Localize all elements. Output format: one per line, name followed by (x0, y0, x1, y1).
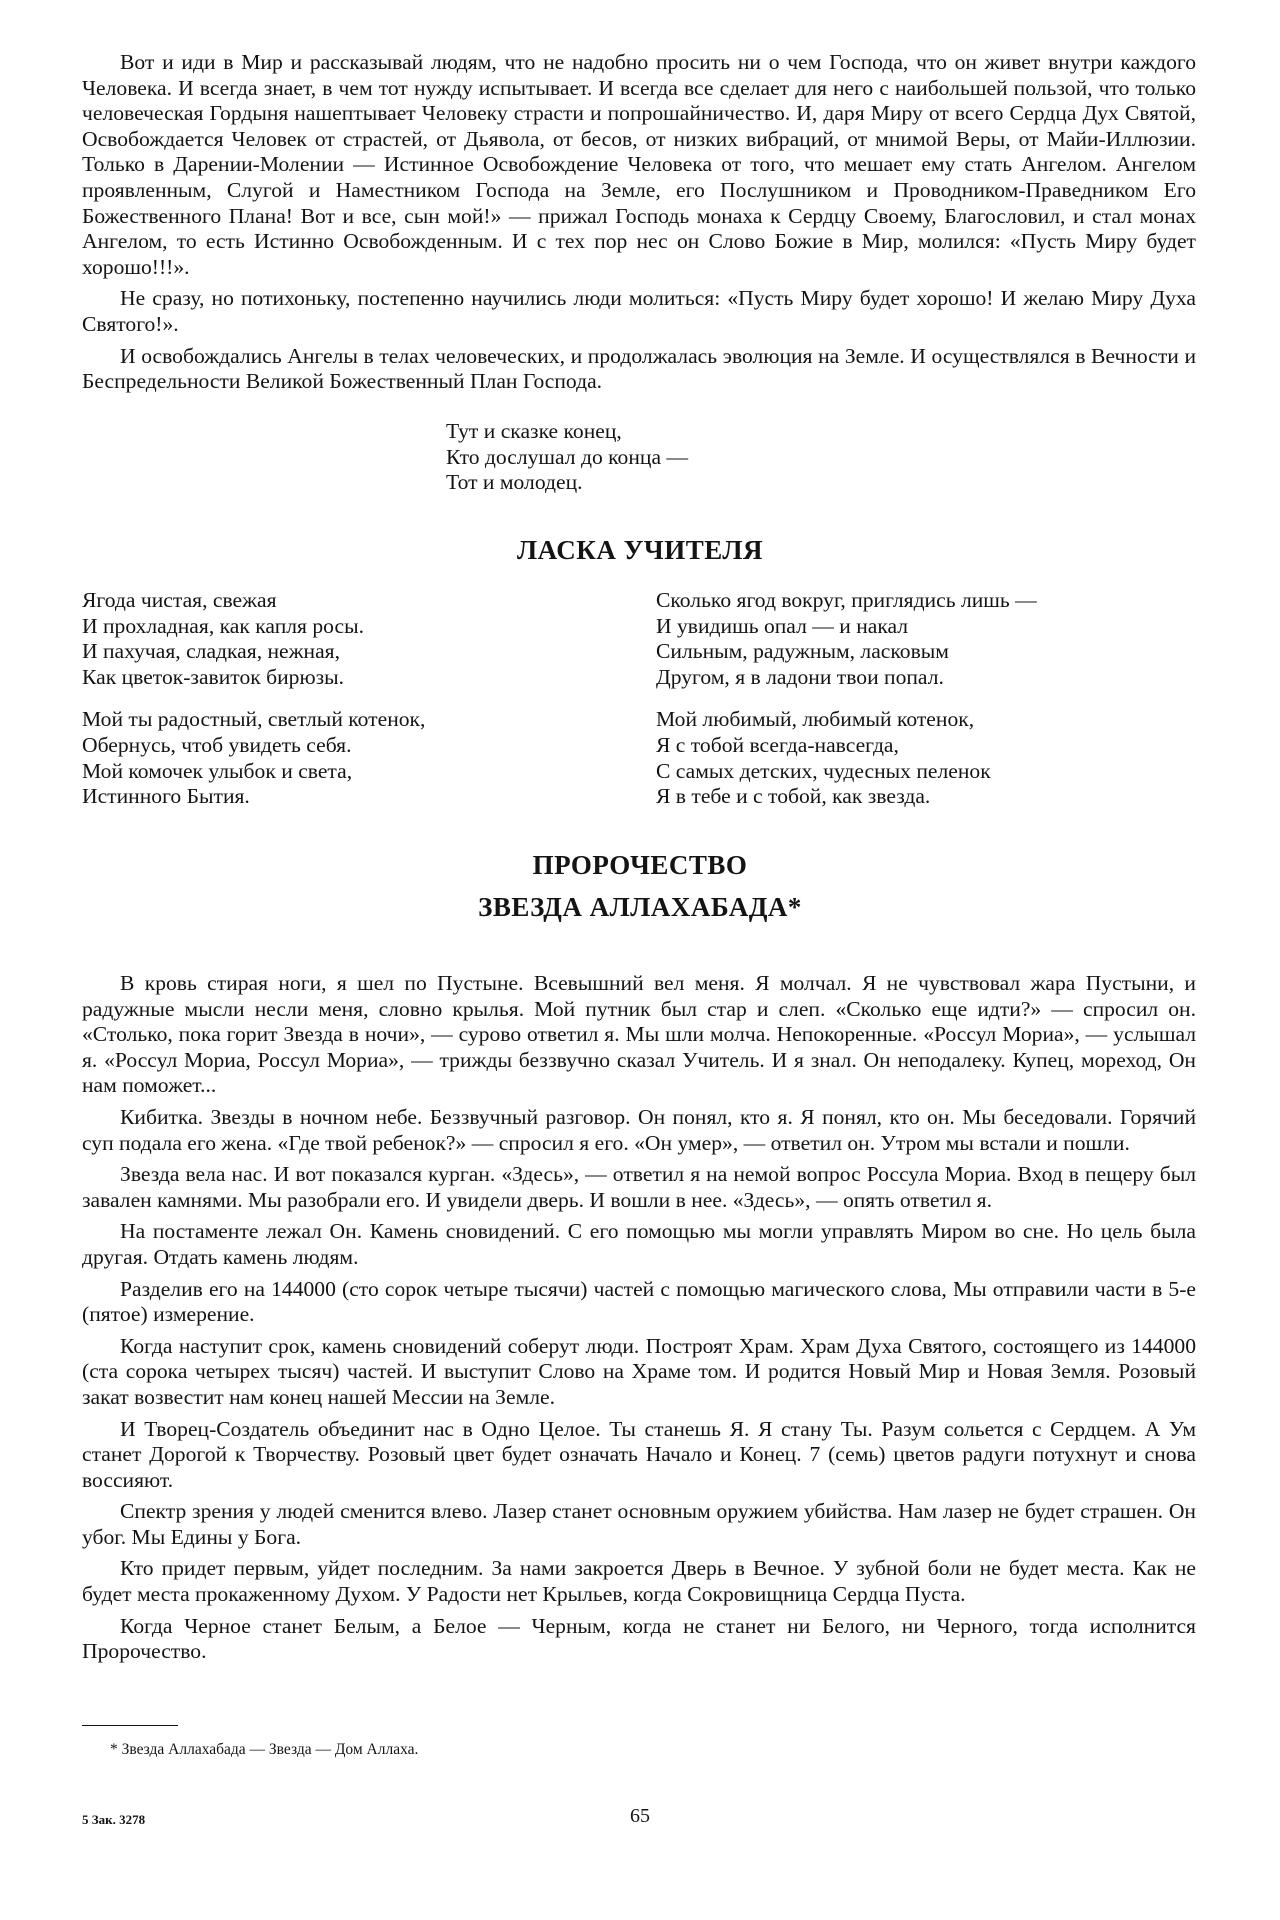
verse-line: И пахучая, сладкая, нежная, (82, 639, 341, 664)
verse-line: И увидишь опал — и накал (656, 613, 909, 638)
verse-line: И прохладная, как капля росы. (82, 613, 365, 638)
prophecy-paragraph: Когда наступит срок, камень сновидений соберут люди. Построят Храм. Храм Духа Святого, состоящего из 144000 (ста сорока четырех тысяч) частей. И выступит Слово на Храме том. И родится Новый Мир и Новая Земля. Розовый закат возвестит нам конец нашей Мессии на Земле. (82, 1333, 1196, 1409)
intro-text (82, 50, 1196, 395)
verse-line: Сильным, радужным, ласковым (656, 639, 949, 664)
verse-line: С самых детских, чудесных пеленок (656, 758, 991, 783)
verse-line: Ягода чистая, свежая (82, 588, 277, 612)
stanza-left-2 (82, 707, 602, 809)
prophecy-paragraph: И Творец-Создатель объединит нас в Одно Целое. Ты станешь Я. Я стану Ты. Разум сольется с Сердцем. А Ум станет Дорогой к Творчеству. Розовый цвет будет означать Начало и Конец. 7 (семь) цветов радуги потухнут и снова воссияют. (82, 1416, 1196, 1492)
printer-signature: 5 Зак. 3278 (82, 1812, 146, 1827)
prophecy-text (82, 971, 1196, 1665)
verse-line: Другом, я в ладони твои попал. (656, 664, 944, 689)
prophecy-paragraph: Звезда вела нас. И вот показался курган. «Здесь», — ответил я на немой вопрос Россула Мориа. Вход в пещеру был завален камнями. Мы разобрали его. И увидели дверь. И вошли в нее. «Здесь», — опять ответил я. (82, 1162, 1196, 1212)
ending-line-3: Тот и молодец. (446, 470, 583, 495)
footnote-divider (82, 1725, 178, 1726)
story-ending (446, 419, 688, 496)
verse-line: Истинного Бытия. (82, 784, 250, 809)
verse-line: Мой комочек улыбок и света, (82, 758, 353, 783)
stanza-right-2 (656, 707, 1196, 809)
verse-line: Я в тебе и с тобой, как звезда. (656, 784, 931, 809)
verse-line: Мой ты радостный, светлый котенок, (82, 707, 426, 732)
page-number: 65 (630, 1805, 650, 1827)
verse-line: Мой любимый, любимый котенок, (656, 707, 975, 732)
intro-paragraph-2: Не сразу, но потихоньку, постепенно научились люди молиться: «Пусть Миру будет хорошо! И желаю Миру Духа Святого!». (82, 286, 1196, 336)
prophecy-title: ПРОРОЧЕСТВО (532, 850, 748, 880)
prophecy-paragraph: Спектр зрения у людей сменится влево. Лазер станет основным оружием убийства. Нам лазер не будет страшен. Он убог. Мы Едины у Бога. (82, 1499, 1196, 1549)
verse-line: Я с тобой всегда-навсегда, (656, 732, 899, 757)
prophecy-subtitle: ЗВЕЗДА АЛЛАХАБАДА* (478, 892, 802, 922)
ending-line-2: Кто дослушал до конца — (446, 444, 689, 469)
prophecy-paragraph: Кто придет первым, уйдет последним. За нами закроется Дверь в Вечное. У зубной боли не будет места. Как не будет места прокаженному Духом. У Радости нет Крыльев, когда Сокровищница Сердца Пуста. (82, 1556, 1196, 1607)
stanza-right-1 (656, 588, 1196, 690)
intro-paragraph-1: Вот и иди в Мир и рассказывай людям, что не надобно просить ни о чем Господа, что он живет внутри каждого Человека. И всегда знает, в чем тот нужду испытывает. И всегда все сделает для него с наибольшей пользой, что только человеческая Гордыня нашептывает Человеку страсти и попрошайничество. И, даря Миру от всего Сердца Дух Святой, Освобождается Человек от страстей, от Дьявола, от бесов, от низких вибраций, от мнимой Веры, от Майи-Иллюзии. Только в Дарении-Молении — Истинное Освобождение Человека от того, что мешает ему стать Ангелом. Ангелом проявленным, Слугой и Наместником Господа на Земле, его Послушником и Проводником-Праведником Его Божественного Плана! Вот и все, сын мой!» — прижал Господь монаха к Сердцу Своему, Благословил, и стал монах Ангелом, то есть Истинно Освобожденным. И с тех пор нес он Слово Божие в Мир, молился: «Пусть Миру будет хорошо!!!». (82, 50, 1196, 279)
poem-left-column (82, 588, 602, 810)
verse-line: Как цветок-завиток бирюзы. (82, 664, 345, 689)
prophecy-paragraph: Кибитка. Звезды в ночном небе. Беззвучный разговор. Он понял, кто я. Я понял, кто он. Мы беседовали. Горячий суп подала его жена. «Где твой ребенок?» — спросил я его. «Он умер», — ответил он. Утром мы встали и пошли. (82, 1104, 1196, 1155)
stanza-left-1 (82, 588, 602, 690)
intro-paragraph-3: И освобождались Ангелы в телах человеческих, и продолжалась эволюция на Земле. И осуществлялся в Вечности и Беспредельности Великой Божественный План Господа. (82, 343, 1196, 394)
poem-title: ЛАСКА УЧИТЕЛЯ (516, 535, 763, 565)
prophecy-paragraph: Когда Черное станет Белым, а Белое — Черным, когда не станет ни Белого, ни Черного, тогда исполнится Пророчество. (82, 1613, 1196, 1664)
verse-line: Сколько ягод вокруг, приглядись лишь — (656, 588, 1037, 612)
ending-line-1: Тут и сказке конец, (446, 419, 622, 443)
poem-right-column (656, 588, 1196, 810)
prophecy-paragraph: Разделив его на 144000 (сто сорок четыре тысячи) частей с помощью магического слова, Мы отправили части в 5-е (пятое) измерение. (82, 1276, 1196, 1327)
prophecy-paragraph: В кровь стирая ноги, я шел по Пустыне. Всевышний вел меня. Я молчал. Я не чувствовал жара Пустыни, и радужные мысли несли меня, словно крылья. Мой путник был стар и слеп. «Сколько еще идти?» — спросил он. «Столько, пока горит Звезда в ночи», — сурово ответил я. Мы шли молча. Непокоренные. «Россул Мориа», — услышал я. «Россул Мориа, Россул Мориа», — трижды беззвучно сказал Учитель. И я знал. Он неподалеку. Купец, мореход, Он нам поможет... (82, 971, 1196, 1098)
verse-line: Обернусь, чтоб увидеть себя. (82, 732, 352, 757)
prophecy-paragraph: На постаменте лежал Он. Камень сновидений. С его помощью мы могли управлять Миром во сне. Но цель была другая. Отдать камень людям. (82, 1219, 1196, 1269)
footnote: * Звезда Аллахабада — Звезда — Дом Аллаха. (110, 1741, 419, 1758)
